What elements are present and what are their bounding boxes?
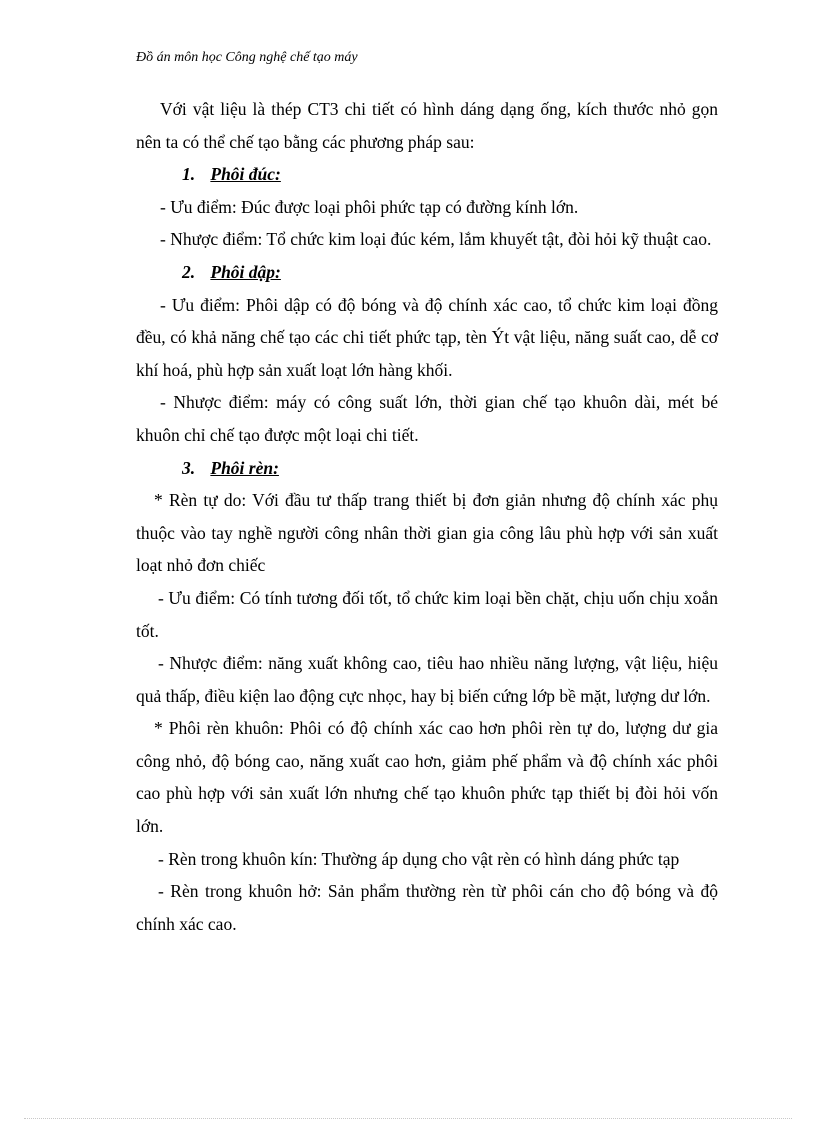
- document-body: [136, 93, 718, 940]
- forged-advantage: - Ưu điểm: Có tính tương đối tốt, tổ chức kim loại bền chặt, chịu uốn chịu xoắn tốt.: [136, 587, 718, 641]
- section-number: 3.: [182, 457, 196, 478]
- stamped-disadvantage: - Nhược điểm: máy có công suất lớn, thời gian chế tạo khuôn dài, mét bé khuôn chỉ chế tạo được một loại chi tiết.: [136, 392, 718, 445]
- free-forging-paragraph: * Rèn tự do: Với đầu tư thấp trang thiết bị đơn giản nhưng độ chính xác phụ thuộc vào tay nghề người công nhân thời gian gia công lâu phù hợp với sản xuất loạt nhỏ đơn chiếc: [136, 490, 718, 576]
- stamped-advantage: - Ưu điểm: Phôi dập có độ bóng và độ chính xác cao, tổ chức kim loại đồng đều, có khả năng chế tạo các chi tiết phức tạp, tèn Ýt vật liệu, năng suất cao, dễ cơ khí hoá, phù hợp sản xuất loạt lớn hàng khối.: [136, 294, 718, 380]
- cast-advantage: - Ưu điểm: Đúc được loại phôi phức tạp có đường kính lớn.: [160, 196, 579, 217]
- closed-die-paragraph: - Rèn trong khuôn kín: Thường áp dụng cho vật rèn có hình dáng phức tạp: [158, 848, 680, 869]
- page-bottom-rule: [24, 1118, 792, 1119]
- section-heading-forged: [136, 452, 718, 485]
- section-title: Phôi đúc:: [210, 164, 281, 185]
- cast-disadvantage: - Nhược điểm: Tổ chức kim loại đúc kém, lắm khuyết tật, đòi hỏi kỹ thuật cao.: [160, 229, 712, 250]
- section-title: Phôi rèn:: [210, 457, 279, 478]
- section-number: 1.: [182, 164, 196, 185]
- forged-disadvantage: - Nhược điểm: năng xuất không cao, tiêu hao nhiều năng lượng, vật liệu, hiệu quả thấp, điều kiện lao động cực nhọc, hay bị biến cứng lớp bề mặt, lượng dư lớn.: [136, 653, 718, 706]
- section-heading-cast: [136, 158, 718, 191]
- die-forging-paragraph: * Phôi rèn khuôn: Phôi có độ chính xác cao hơn phôi rèn tự do, lượng dư gia công nhỏ, độ bóng cao, năng xuất cao hơn, giảm phế phẩm và độ chính xác phôi cao phù hợp với sản xuất lớn nhưng chế tạo khuôn phức tạp thiết bị đòi hỏi vốn lớn.: [136, 718, 718, 837]
- section-title: Phôi dập:: [210, 261, 281, 282]
- intro-paragraph: Với vật liệu là thép CT3 chi tiết có hình dáng dạng ống, kích thước nhỏ gọn nên ta có thể chế tạo bằng các phương pháp sau:: [136, 99, 718, 152]
- page-header: Đồ án môn học Công nghệ chế tạo máy: [136, 50, 358, 65]
- open-die-paragraph: - Rèn trong khuôn hở: Sản phẩm thường rèn từ phôi cán cho độ bóng và độ chính xác cao.: [136, 881, 718, 934]
- section-number: 2.: [182, 261, 196, 282]
- section-heading-stamped: [136, 256, 718, 289]
